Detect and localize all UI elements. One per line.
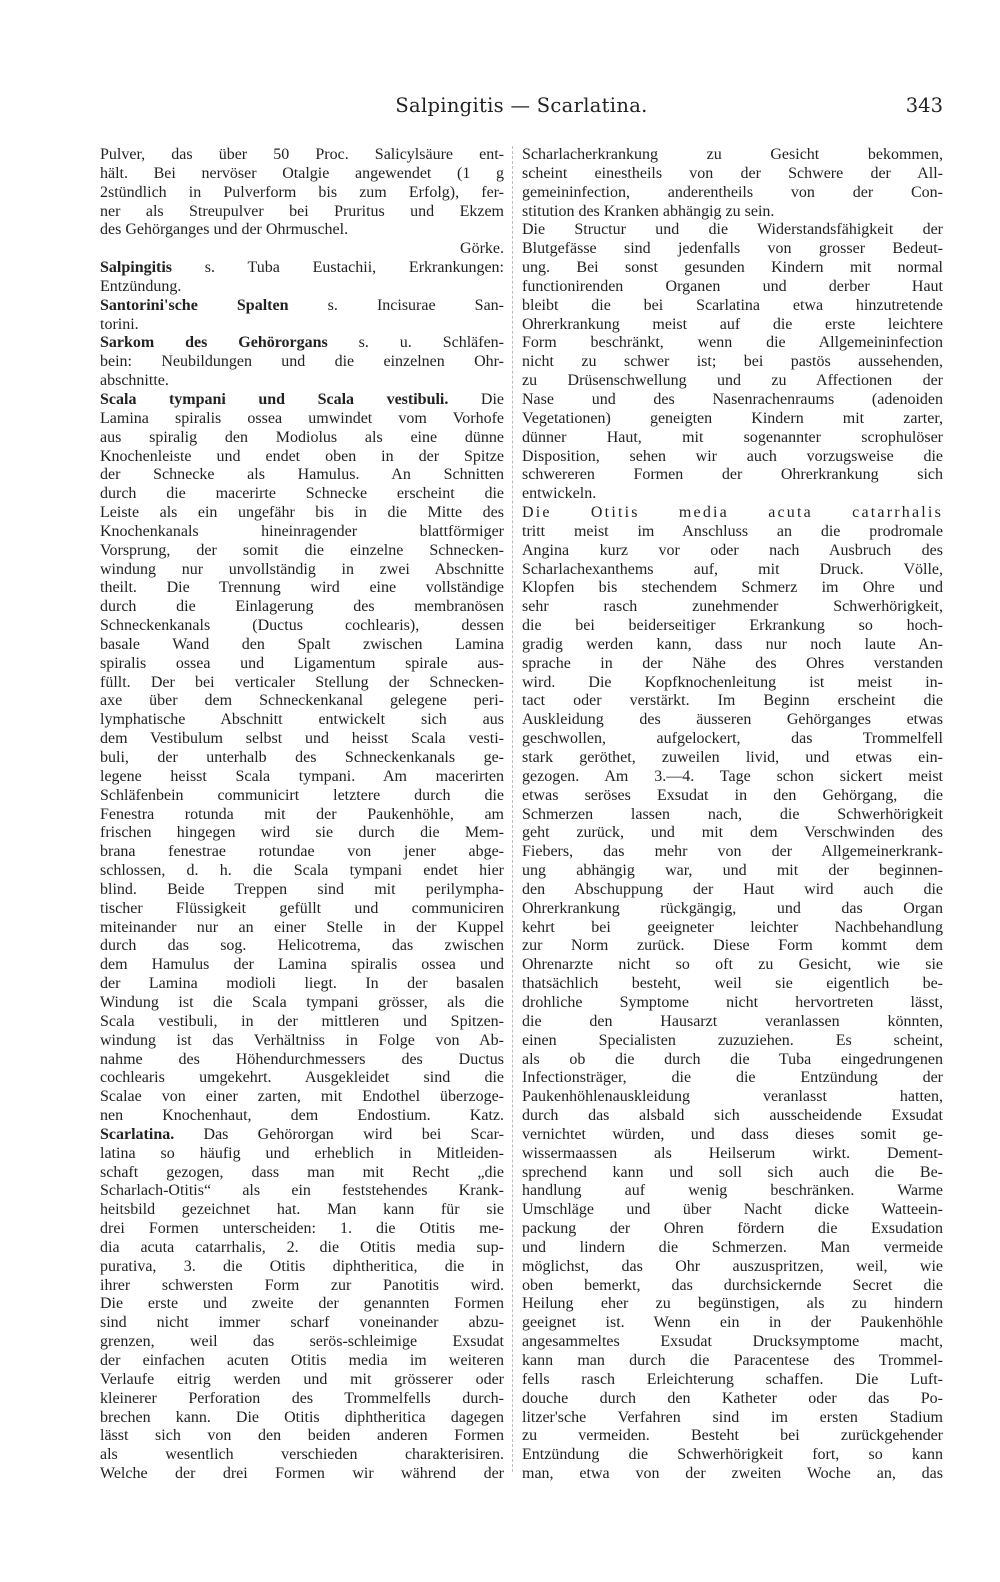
line-text: Verlaufe eitrig werden und mit grösserer oder xyxy=(100,1370,504,1388)
text-line xyxy=(100,636,504,655)
text-line xyxy=(522,1126,943,1145)
line-text: drohliche Symptome nicht hervortreten lässt, xyxy=(522,993,943,1011)
line-text: sprache in der Nähe des Ohres verstanden xyxy=(522,654,943,672)
line-text: Ohrerkrankung meist auf die erste leichtere xyxy=(522,315,943,333)
line-text: Schneckenkanals (Ductus cochlearis), dessen xyxy=(100,617,504,635)
text-line xyxy=(522,334,943,353)
text-line xyxy=(100,1427,504,1446)
line-text: kleinerer Perforation des Trommelfells durch- xyxy=(100,1389,504,1407)
text-line xyxy=(100,1069,504,1088)
text-line xyxy=(522,956,943,975)
line-text: Görke. xyxy=(460,240,504,258)
text-line xyxy=(522,1390,943,1409)
text-line xyxy=(522,1145,943,1164)
line-text: Disposition, sehen wir auch vorzugsweise die xyxy=(522,447,943,465)
text-line xyxy=(522,1088,943,1107)
text-line xyxy=(100,203,504,222)
line-text: Scala vestibuli, in der mittleren und Spitzen- xyxy=(100,1012,504,1030)
text-line xyxy=(100,1333,504,1352)
text-line xyxy=(522,730,943,749)
text-line xyxy=(522,429,943,448)
line-text: Die Structur und die Widerstandsfähigkeit der xyxy=(522,221,943,239)
line-text: entwickeln. xyxy=(522,485,597,503)
line-text: sprechend kann und soll sich auch die Be- xyxy=(522,1163,943,1181)
text-line xyxy=(522,749,943,768)
line-text: nahme des Höhendurchmessers des Ductus xyxy=(100,1050,504,1068)
line-text: lässt sich von den beiden anderen Formen xyxy=(100,1427,504,1445)
line-text: angesammeltes Exsudat Drucksymptome macht, xyxy=(522,1333,943,1351)
page-number: 343 xyxy=(905,94,943,117)
text-line xyxy=(100,1446,504,1465)
line-text: Das Gehörorgan wird bei Scar- xyxy=(174,1125,504,1143)
line-text: Vegetationen) geneigten Kindern mit zarter, xyxy=(522,409,943,427)
text-line xyxy=(100,1409,504,1428)
text-line xyxy=(522,824,943,843)
line-text: frischen hingegen wird sie durch die Mem- xyxy=(100,824,504,842)
line-text: Infectionsträger, die die Entzündung der xyxy=(522,1069,943,1087)
line-text: schwereren Formen der Ohrerkrankung sich xyxy=(522,466,943,484)
line-text: geeignet ist. Wenn ein in der Paukenhöhle xyxy=(522,1314,943,1332)
text-line xyxy=(100,1145,504,1164)
text-line xyxy=(522,1277,943,1296)
text-line xyxy=(522,1446,943,1465)
text-line xyxy=(100,956,504,975)
line-text: wissermaassen als Heilserum wirkt. Dement- xyxy=(522,1144,943,1162)
text-line xyxy=(522,1239,943,1258)
text-line xyxy=(100,316,504,335)
line-text: und lindern die Schmerzen. Man vermeide xyxy=(522,1238,943,1256)
text-line xyxy=(522,240,943,259)
line-text: drei Formen unterscheiden: 1. die Otitis me- xyxy=(100,1220,504,1238)
line-text: hält. Bei nervöser Otalgie angewendet (1 g xyxy=(100,164,504,182)
line-text: miteinander nur an einer Stelle in der Kuppel xyxy=(100,918,504,936)
text-line xyxy=(522,297,943,316)
line-text: heitsbild gezeichnet hat. Man kann für sie xyxy=(100,1201,504,1219)
entry-headword: Scarlatina. xyxy=(100,1125,175,1143)
line-text: Knochenkanals hineinragender blattförmiger xyxy=(100,522,504,540)
line-text: tact oder verstärkt. Im Beginn erscheint die xyxy=(522,692,943,710)
line-text: man, etwa von der zweiten Woche an, das xyxy=(522,1465,943,1483)
line-text: fells rasch Erleichterung schaffen. Die Luft- xyxy=(522,1370,943,1388)
line-text: Welche der drei Formen wir während der xyxy=(100,1465,504,1483)
line-text: tritt meist im Anschluss an die prodromale xyxy=(522,522,943,540)
text-line xyxy=(522,203,943,222)
text-line xyxy=(100,692,504,711)
line-text: Nase und des Nasenrachenraums (adenoiden xyxy=(522,390,943,408)
text-line xyxy=(522,1182,943,1201)
text-line xyxy=(100,1182,504,1201)
text-line xyxy=(522,466,943,485)
line-text: Entzündung die Schwerhörigkeit fort, so kann xyxy=(522,1446,943,1464)
line-text: zur Norm zurück. Diese Form kommt dem xyxy=(522,937,943,955)
line-text: Schmerzen lassen nach, die Schwerhörigkeit xyxy=(522,805,943,823)
line-text: thatsächlich besteht, weil sie eigentlich be- xyxy=(522,975,943,993)
spaced-heading: Die Otitis media acuta catarrhalis xyxy=(522,504,943,522)
text-line xyxy=(522,1164,943,1183)
text-line xyxy=(100,448,504,467)
text-line xyxy=(522,900,943,919)
line-text: Heilung eher zu begünstigen, als zu hindern xyxy=(522,1295,943,1313)
line-text: stark geröthet, zuweilen livid, und etwas ein- xyxy=(522,749,943,766)
line-text: Scalae von einer zarten, mit Endothel überzoge- xyxy=(100,1088,504,1106)
text-line xyxy=(100,165,504,184)
line-text: spiralis ossea und Ligamentum spirale aus- xyxy=(100,654,504,672)
entry-headword: Sarkom des Gehörorgans xyxy=(100,334,328,352)
text-line xyxy=(522,787,943,806)
text-line xyxy=(100,787,504,806)
text-line xyxy=(100,862,504,881)
text-line xyxy=(100,843,504,862)
line-text: Windung ist die Scala tympani grösser, als die xyxy=(100,993,504,1011)
line-text: scheint einestheils von der Schwere der All- xyxy=(522,164,943,182)
text-line xyxy=(100,1126,504,1145)
text-line xyxy=(100,1295,504,1314)
line-text: functionirenden Organen und derber Haut xyxy=(522,277,943,295)
line-text: aus spiralig den Modiolus als eine dünne xyxy=(100,428,504,446)
line-text: Pulver, das über 50 Proc. Salicylsäure ent- xyxy=(100,146,504,163)
text-line xyxy=(100,768,504,787)
text-line xyxy=(522,542,943,561)
line-text: des Gehörganges und der Ohrmuschel. xyxy=(100,221,349,239)
text-line xyxy=(100,617,504,636)
text-line xyxy=(522,598,943,617)
text-line xyxy=(522,1427,943,1446)
text-line xyxy=(100,240,504,259)
text-line xyxy=(522,165,943,184)
line-text: brechen kann. Die Otitis diphtheritica dagegen xyxy=(100,1408,504,1426)
text-line xyxy=(522,146,943,165)
text-line xyxy=(100,542,504,561)
line-text: Scharlacherkrankung zu Gesicht bekommen, xyxy=(522,146,943,163)
line-text: den Abschuppung der Haut wird auch die xyxy=(522,880,943,898)
line-text: basale Wand den Spalt zwischen Lamina xyxy=(100,635,504,653)
text-line xyxy=(100,806,504,825)
text-line xyxy=(100,994,504,1013)
text-line xyxy=(100,353,504,372)
text-line xyxy=(100,919,504,938)
text-line xyxy=(522,372,943,391)
text-line xyxy=(100,391,504,410)
text-line xyxy=(100,749,504,768)
line-text: lymphatische Abschnitt entwickelt sich aus xyxy=(100,711,504,729)
line-text: vernichtet würden, und dass dieses somit ge- xyxy=(522,1125,943,1143)
text-line xyxy=(522,636,943,655)
line-text: Auskleidung des äusseren Gehörganges etwas xyxy=(522,711,943,729)
line-text: grenzen, weil das serös-schleimige Exsudat xyxy=(100,1333,504,1351)
text-line xyxy=(522,316,943,335)
text-line xyxy=(100,466,504,485)
line-text: dia acuta catarrhalis, 2. die Otitis media sup- xyxy=(100,1238,504,1256)
line-text: durch die Einlagerung des membranösen xyxy=(100,598,504,616)
text-line xyxy=(522,1051,943,1070)
text-line xyxy=(100,655,504,674)
text-line xyxy=(522,353,943,372)
line-text: windung ist das Verhältniss in Folge von Ab- xyxy=(100,1031,504,1049)
line-text: schaft gezogen, dass man mit Recht „die xyxy=(100,1163,504,1181)
text-line xyxy=(522,1220,943,1239)
line-text: etwas seröses Exsudat in den Gehörgang, die xyxy=(522,786,943,804)
text-line xyxy=(100,598,504,617)
text-line xyxy=(522,1333,943,1352)
text-line xyxy=(100,334,504,353)
line-text: Klopfen bis stechendem Schmerz im Ohre und xyxy=(522,579,943,597)
text-line xyxy=(522,994,943,1013)
text-line xyxy=(522,1465,943,1484)
line-text: sehr rasch zunehmender Schwerhörigkeit, xyxy=(522,598,943,616)
line-text: ung abhängig war, und mit der beginnen- xyxy=(522,862,943,880)
line-text: durch die macerirte Schnecke erscheint die xyxy=(100,485,504,503)
text-line xyxy=(522,1201,943,1220)
line-text: Angina kurz vor oder nach Ausbruch des xyxy=(522,541,943,559)
text-line xyxy=(100,711,504,730)
line-text: blind. Beide Treppen sind mit perilympha- xyxy=(100,880,504,898)
line-text: kehrt bei geeigneter leichter Nachbehandlung xyxy=(522,918,943,936)
text-line xyxy=(522,674,943,693)
text-line xyxy=(100,1352,504,1371)
line-text: kann man durch die Paracentese des Trommel- xyxy=(522,1352,943,1369)
line-text: Scharlachexanthems auf, mit Druck. Völle, xyxy=(522,560,943,578)
line-text: Umschläge und über Nacht dicke Watteein- xyxy=(522,1201,943,1219)
line-text: dem Vestibulum selbst und heisst Scala vesti- xyxy=(100,730,504,748)
text-line xyxy=(522,523,943,542)
line-text: füllt. Der bei verticaler Stellung der Schnecken- xyxy=(100,673,504,691)
line-text: Knochenleiste und endet oben in der Spitze xyxy=(100,447,504,465)
text-line xyxy=(100,410,504,429)
text-line xyxy=(522,1107,943,1126)
text-line xyxy=(522,881,943,900)
line-text: nen Knochenhaut, dem Endostium. Katz. xyxy=(100,1107,504,1125)
text-line xyxy=(100,579,504,598)
line-text: theilt. Die Trennung wird eine vollständige xyxy=(100,579,504,597)
text-line xyxy=(522,1069,943,1088)
text-line xyxy=(522,561,943,580)
line-text: bleibt die bei Scarlatina etwa hinzutretende xyxy=(522,296,943,314)
line-text: durch das alsbald sich ausscheidende Exsudat xyxy=(522,1107,943,1125)
text-line xyxy=(100,1220,504,1239)
text-line xyxy=(522,1371,943,1390)
text-line xyxy=(100,674,504,693)
text-line xyxy=(100,881,504,900)
line-text: purativa, 3. die Otitis diphtheritica, die in xyxy=(100,1257,504,1275)
text-line xyxy=(522,278,943,297)
text-line xyxy=(100,1201,504,1220)
text-line xyxy=(522,259,943,278)
text-line xyxy=(522,1295,943,1314)
running-header xyxy=(100,94,943,120)
text-line xyxy=(100,1390,504,1409)
line-text: schlossen, d. h. die Scala tympani endet hier xyxy=(100,862,504,880)
line-text: der Lamina modioli liegt. In der basalen xyxy=(100,975,504,993)
line-text: Fenestra rotunda mit der Paukenhöhle, am xyxy=(100,805,504,823)
text-line xyxy=(522,711,943,730)
text-line xyxy=(100,1051,504,1070)
entry-headword: Scala tympani und Scala vestibuli. xyxy=(100,390,449,408)
page-title: Salpingitis — Scarlatina. xyxy=(395,94,648,117)
entry-headword: Salpingitis xyxy=(100,259,173,277)
text-line xyxy=(100,297,504,316)
line-text: Entzündung. xyxy=(100,277,182,295)
line-text: torini. xyxy=(100,315,139,333)
text-line xyxy=(522,504,943,523)
text-line xyxy=(522,1258,943,1277)
text-line xyxy=(522,1013,943,1032)
text-line xyxy=(100,900,504,919)
line-text: ner als Streupulver bei Pruritus und Ekzem xyxy=(100,202,504,220)
text-line xyxy=(522,184,943,203)
line-text: Schläfenbein communicirt letztere durch die xyxy=(100,786,504,804)
line-text: Blutgefässe sind jedenfalls von grosser Bedeut- xyxy=(522,240,943,258)
line-text: latina so häufig und erheblich in Mitleiden- xyxy=(100,1144,504,1162)
text-line xyxy=(100,1164,504,1183)
text-line xyxy=(100,259,504,278)
line-text: handlung auf wenig beschränken. Warme xyxy=(522,1182,943,1200)
text-line xyxy=(100,1032,504,1051)
line-text: die bei beiderseitiger Erkrankung so hoch- xyxy=(522,617,943,635)
line-text: dem Hamulus der Lamina spiralis ossea und xyxy=(100,956,504,974)
text-line xyxy=(522,937,943,956)
text-line xyxy=(522,919,943,938)
text-line xyxy=(522,655,943,674)
entry-headword: Santorini'sche Spalten xyxy=(100,296,289,314)
text-line xyxy=(100,1107,504,1126)
text-line xyxy=(100,1465,504,1484)
text-line xyxy=(100,1239,504,1258)
line-text: 2stündlich in Pulverform bis zum Erfolg), fer- xyxy=(100,183,504,201)
text-line xyxy=(100,504,504,523)
line-text: als ob die durch die Tuba eingedrungenen xyxy=(522,1050,943,1068)
line-text: axe über dem Schneckenkanal gelegene peri- xyxy=(100,692,504,710)
text-line xyxy=(100,429,504,448)
line-text: bein: Neubildungen und die einzelnen Ohr- xyxy=(100,353,504,371)
line-text: ihrer schwersten Form zur Panotitis wird. xyxy=(100,1276,504,1294)
text-line xyxy=(522,617,943,636)
line-text: abschnitte. xyxy=(100,372,169,390)
text-line xyxy=(100,372,504,391)
line-text: brana fenestrae rotundae von jener abge- xyxy=(100,843,504,861)
line-text: zu Drüsenschwellung und zu Affectionen der xyxy=(522,372,943,390)
line-text: die den Hausarzt veranlassen könnten, xyxy=(522,1012,943,1030)
line-text: Form beschränkt, wenn die Allgemeininfection xyxy=(522,334,943,352)
text-line xyxy=(522,221,943,240)
line-text: der einfachen acuten Otitis media im weiteren xyxy=(100,1352,504,1369)
line-text: durch das sog. Helicotrema, das zwischen xyxy=(100,937,504,955)
text-line xyxy=(100,523,504,542)
text-line xyxy=(522,1314,943,1333)
line-text: s. Tuba Eustachii, Erkrankungen: xyxy=(172,259,504,277)
line-text: gemeininfection, anderentheils von der Con- xyxy=(522,183,943,201)
line-text: Scharlach-Otitis“ als ein feststehendes Krank- xyxy=(100,1182,504,1200)
text-line xyxy=(100,824,504,843)
text-line xyxy=(100,221,504,240)
line-text: s. u. Schläfen- xyxy=(327,334,504,352)
line-text: Leiste als ein ungefähr bis in die Mitte des xyxy=(100,504,504,522)
line-text: möglichst, das Ohr auszuspritzen, weil, wie xyxy=(522,1257,943,1275)
text-line xyxy=(522,1409,943,1428)
text-line xyxy=(522,391,943,410)
line-text: geht zurück, und mit dem Verschwinden des xyxy=(522,824,943,842)
text-line xyxy=(522,975,943,994)
line-text: wird. Die Kopfknochenleitung ist meist in- xyxy=(522,673,943,691)
line-text: cochlearis umgekehrt. Ausgekleidet sind die xyxy=(100,1069,504,1087)
line-text: Ohrerkrankung rückgängig, und das Organ xyxy=(522,899,943,917)
text-line xyxy=(100,561,504,580)
line-text: gradig werden kann, dass nur noch laute An- xyxy=(522,635,943,653)
right-column xyxy=(522,146,943,1484)
line-text: nicht zu schwer ist; bei pastös aussehenden, xyxy=(522,353,943,371)
text-line xyxy=(100,1371,504,1390)
line-text: der Schnecke als Hamulus. An Schnitten xyxy=(100,466,504,484)
line-text: buli, der unterhalb des Schneckenkanals ge- xyxy=(100,749,504,766)
column-divider xyxy=(512,146,513,1472)
text-line xyxy=(100,1088,504,1107)
text-line xyxy=(522,485,943,504)
line-text: einen Specialisten zuzuziehen. Es scheint, xyxy=(522,1031,943,1049)
text-line xyxy=(522,448,943,467)
line-text: litzer'sche Verfahren sind im ersten Stadium xyxy=(522,1408,943,1426)
line-text: legene heisst Scala tympani. Am macerirten xyxy=(100,767,504,785)
text-line xyxy=(100,1258,504,1277)
text-line xyxy=(522,579,943,598)
line-text: dünner Haut, mit sogenannter scrophulöser xyxy=(522,428,943,446)
text-line xyxy=(100,975,504,994)
line-text: douche durch den Katheter oder das Po- xyxy=(522,1389,943,1407)
text-line xyxy=(100,1314,504,1333)
text-line xyxy=(522,806,943,825)
line-text: Paukenhöhlenauskleidung veranlasst hatten, xyxy=(522,1088,943,1106)
line-text: oben bemerkt, das durchsickernde Secret die xyxy=(522,1276,943,1294)
text-line xyxy=(100,1277,504,1296)
text-line xyxy=(100,146,504,165)
line-text: Die erste und zweite der genannten Formen xyxy=(100,1295,504,1313)
line-text: stitution des Kranken abhängig zu sein. xyxy=(522,202,775,220)
text-line xyxy=(522,410,943,429)
line-text: sind nicht immer scharf voneinander abzu- xyxy=(100,1314,504,1332)
line-text: Ohrenarzte nicht so oft zu Gesicht, wie sie xyxy=(522,956,943,974)
line-text: als wesentlich verschieden charakterisiren. xyxy=(100,1446,504,1464)
text-line xyxy=(100,730,504,749)
line-text: zu vermeiden. Besteht bei zurückgehender xyxy=(522,1427,943,1445)
line-text: tischer Flüssigkeit gefüllt und communiciren xyxy=(100,899,504,917)
line-text: Fiebers, das mehr von der Allgemeinerkrank- xyxy=(522,843,943,861)
left-column xyxy=(100,146,504,1484)
line-text: geschwollen, aufgelockert, das Trommelfell xyxy=(522,730,943,748)
text-line xyxy=(522,1032,943,1051)
text-line xyxy=(100,184,504,203)
line-text: Lamina spiralis ossea umwindet vom Vorhofe xyxy=(100,409,504,427)
line-text: Die xyxy=(448,390,504,408)
line-text: s. Incisurae San- xyxy=(288,296,505,314)
line-text: gezogen. Am 3.—4. Tage schon sickert meist xyxy=(522,767,943,785)
line-text: Vorsprung, der somit die einzelne Schnecken- xyxy=(100,541,504,559)
text-line xyxy=(522,1352,943,1371)
text-line xyxy=(522,692,943,711)
text-line xyxy=(100,1013,504,1032)
text-line xyxy=(100,937,504,956)
line-text: windung nur unvollständig in zwei Abschnitte xyxy=(100,560,504,578)
text-line xyxy=(522,843,943,862)
text-line xyxy=(522,862,943,881)
line-text: packung der Ohren fördern die Exsudation xyxy=(522,1220,943,1238)
text-line xyxy=(100,485,504,504)
line-text: ung. Bei sonst gesunden Kindern mit normal xyxy=(522,259,943,277)
text-line xyxy=(100,278,504,297)
text-line xyxy=(522,768,943,787)
